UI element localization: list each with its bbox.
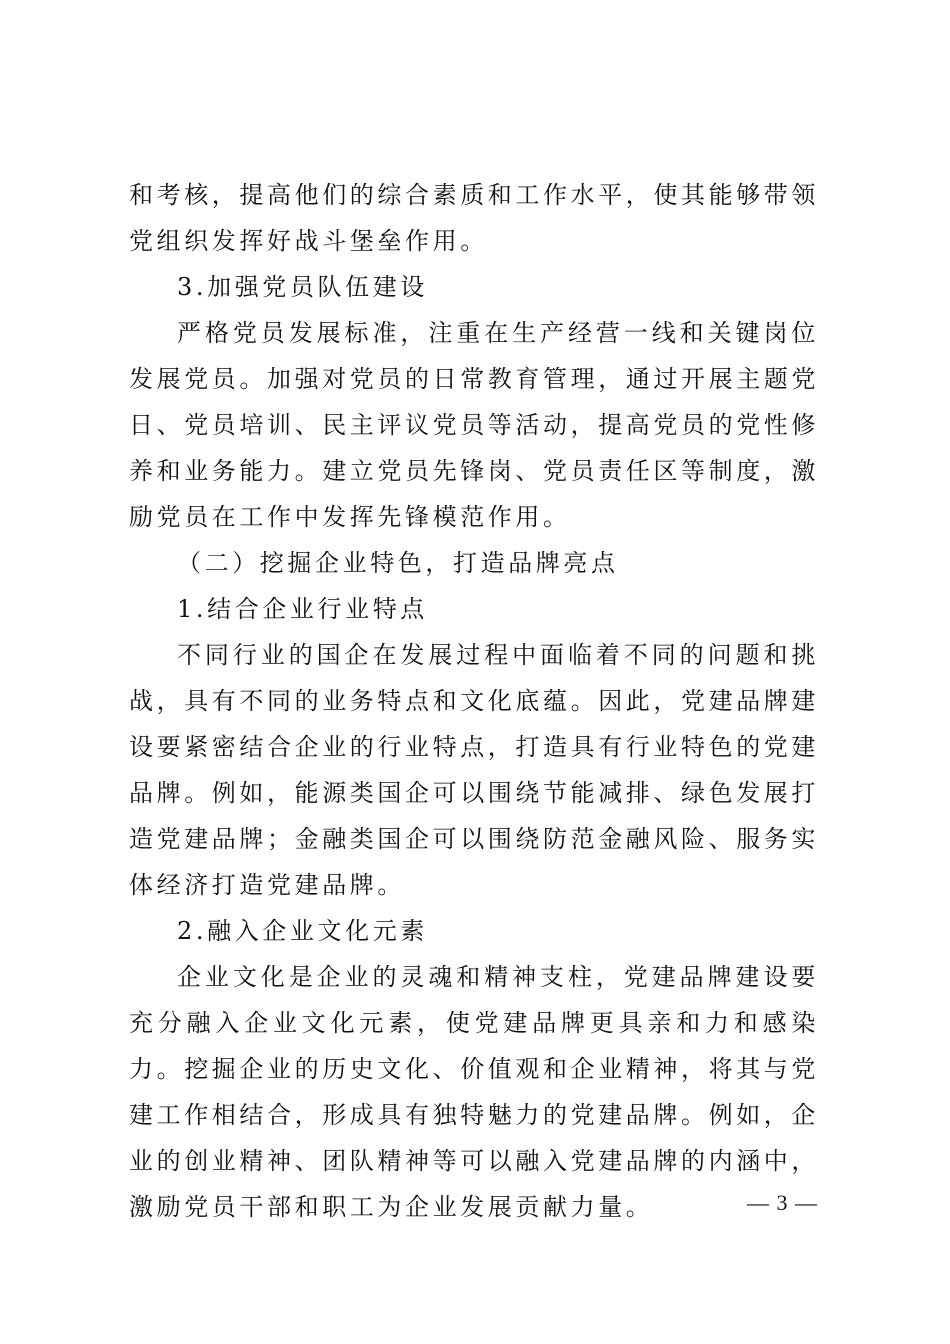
paragraph-corporate-culture: 企业文化是企业的灵魂和精神支柱，党建品牌建设要充分融入企业文化元素，使党建品牌更具亲和力和感染力。挖掘企业的历史文化、价值观和企业精神，将其与党建工作相结合，形成具有独特魅力的党建品牌。例如，企业的创业精神、团队精神等可以融入党建品牌的内涵中，激励党员干部和职工为企业发展贡献力量。	[129, 963, 819, 1221]
section-heading-2: （二）挖掘企业特色，打造品牌亮点	[177, 549, 619, 577]
document-body	[129, 172, 819, 1230]
paragraph-party-members: 严格党员发展标准，注重在生产经营一线和关键岗位发展党员。加强对党员的日常教育管理，通过开展主题党日、党员培训、民主评议党员等活动，提高党员的党性修养和业务能力。建立党员先锋岗、党员责任区等制度，激励党员在工作中发挥先锋模范作用。	[129, 319, 819, 531]
paragraph-continuation: 和考核，提高他们的综合素质和工作水平，使其能够带领党组织发挥好战斗堡垒作用。	[129, 181, 819, 255]
subsection-heading-1: 1.结合企业行业特点	[177, 595, 428, 623]
subsection-heading-2: 2.融入企业文化元素	[177, 917, 428, 945]
paragraph-industry-features: 不同行业的国企在发展过程中面临着不同的问题和挑战，具有不同的业务特点和文化底蕴。因此，党建品牌建设要紧密结合企业的行业特点，打造具有行业特色的党建品牌。例如，能源类国企可以围绕节能减排、绿色发展打造党建品牌；金融类国企可以围绕防范金融风险、服务实体经济打造党建品牌。	[129, 641, 819, 899]
page-number: — 3 —	[747, 1190, 818, 1215]
section-heading-3: 3.加强党员队伍建设	[177, 273, 428, 301]
